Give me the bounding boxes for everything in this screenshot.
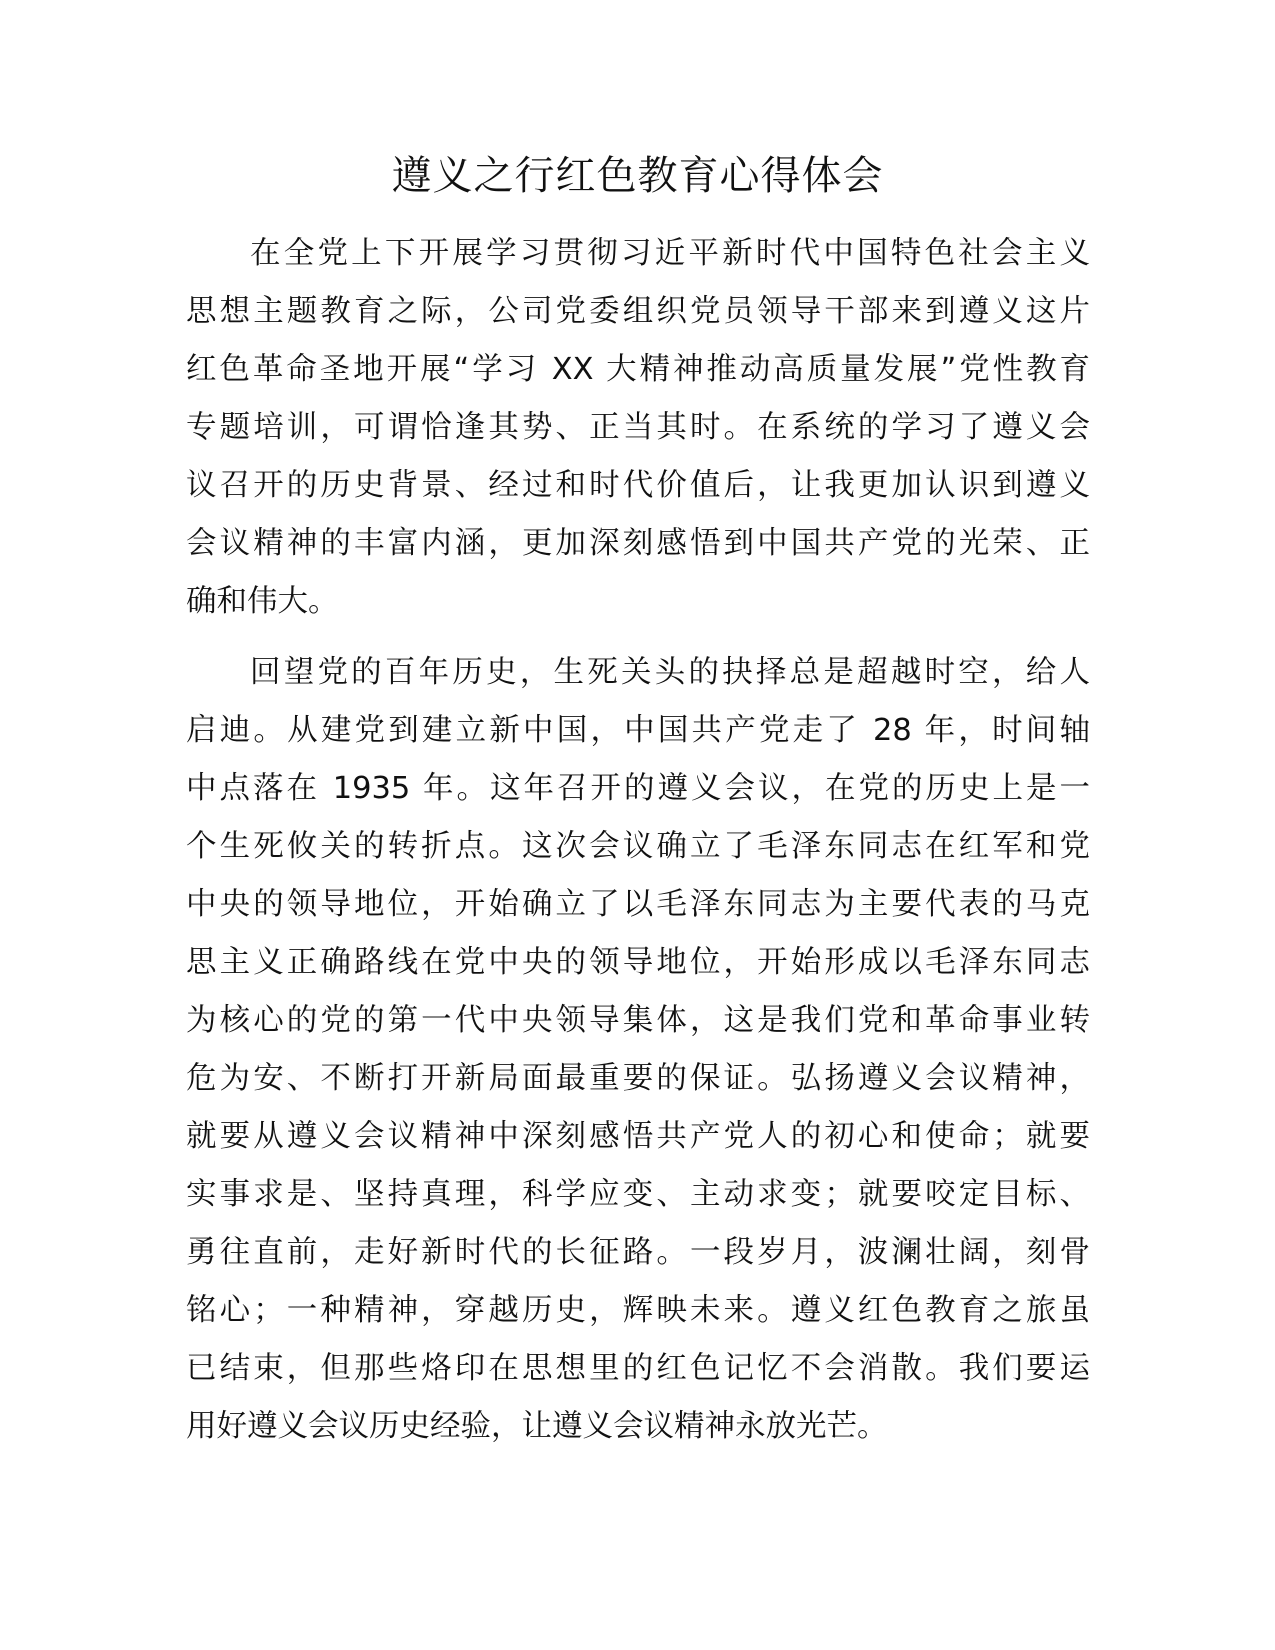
paragraph-line: 专题培训，可谓恰逢其势、正当其时。在系统的学习了遵义会 [186, 410, 1090, 445]
paragraph-line: 在全党上下开展学习贯彻习近平新时代中国特色社会主义 [250, 236, 1090, 271]
paragraph-line: 议召开的历史背景、经过和时代价值后，让我更加认识到遵义 [186, 468, 1090, 503]
paragraph-line: 危为安、不断打开新局面最重要的保证。弘扬遵义会议精神， [186, 1061, 1090, 1096]
paragraph-2 [186, 644, 1090, 1456]
paragraph-line: 启迪。从建党到建立新中国，中国共产党走了 28 年，时间轴 [186, 713, 1090, 748]
paragraph-line: 中点落在 1935 年。这年召开的遵义会议，在党的历史上是一 [186, 771, 1090, 806]
paragraph-1 [186, 225, 1090, 631]
paragraph-line: 中央的领导地位，开始确立了以毛泽东同志为主要代表的马克 [186, 887, 1090, 922]
paragraph-line: 红色革命圣地开展“学习 XX 大精神推动高质量发展”党性教育 [186, 352, 1090, 387]
document-title: 遵义之行红色教育心得体会 [391, 153, 884, 199]
paragraph-line: 就要从遵义会议精神中深刻感悟共产党人的初心和使命；就要 [186, 1119, 1090, 1154]
paragraph-line: 会议精神的丰富内涵，更加深刻感悟到中国共产党的光荣、正 [186, 526, 1090, 561]
paragraph-line: 思想主题教育之际，公司党委组织党员领导干部来到遵义这片 [186, 294, 1090, 329]
paragraph-line: 思主义正确路线在党中央的领导地位，开始形成以毛泽东同志 [186, 945, 1090, 980]
paragraph-line: 为核心的党的第一代中央领导集体，这是我们党和革命事业转 [186, 1003, 1090, 1038]
paragraph-line: 实事求是、坚持真理，科学应变、主动求变；就要咬定目标、 [186, 1177, 1090, 1212]
paragraph-line: 勇往直前，走好新时代的长征路。一段岁月，波澜壮阔，刻骨 [186, 1235, 1090, 1270]
paragraph-line: 铭心；一种精神，穿越历史，辉映未来。遵义红色教育之旅虽 [186, 1293, 1090, 1328]
paragraph-line: 个生死攸关的转折点。这次会议确立了毛泽东同志在红军和党 [186, 829, 1090, 864]
paragraph-line: 用好遵义会议历史经验，让遵义会议精神永放光芒。 [186, 1409, 888, 1444]
paragraph-line: 已结束，但那些烙印在思想里的红色记忆不会消散。我们要运 [186, 1351, 1090, 1386]
paragraph-line: 确和伟大。 [186, 584, 339, 619]
paragraph-line: 回望党的百年历史，生死关头的抉择总是超越时空，给人 [250, 655, 1090, 690]
